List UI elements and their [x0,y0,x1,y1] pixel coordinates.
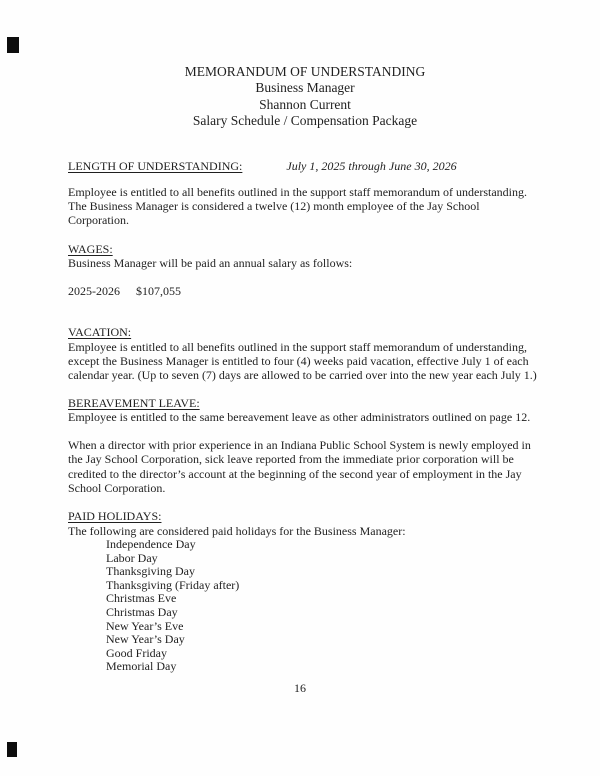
title-subject: Salary Schedule / Compensation Package [192,113,418,129]
list-item: New Year’s Day [106,632,185,647]
list-item: Memorial Day [106,659,177,674]
document-content [68,64,542,674]
list-item: Independence Day [106,536,196,551]
list-item: Christmas Eve [106,591,177,606]
list-item: Labor Day [106,550,158,565]
holidays-intro: The following are considered paid holidays for the Business Manager: [68,523,406,538]
wages-paragraph: Business Manager will be paid an annual salary as follows: [68,255,353,270]
scan-artifact-top [7,37,19,53]
document-title: MEMORANDUM OF UNDERSTANDING [184,64,426,79]
section-bereavement-leave [68,396,542,496]
title-role: Business Manager [255,80,355,96]
list-item: New Year’s Eve [106,618,184,633]
list-item: Thanksgiving (Friday after) [106,577,240,592]
bereavement-heading: BEREAVEMENT LEAVE: [68,395,200,410]
page-number: 16 [294,681,306,695]
salary-amount: $107,055 [136,284,181,299]
length-paragraph: Employee is entitled to all benefits outlined in the support staff memorandum of understanding. The Business Manager is considered a twelve (12) month employee of the Jay School Corporation. [68,184,528,228]
vacation-paragraph: Employee is entitled to all benefits outlined in the support staff memorandum of understanding, except the Business Manager is entitled to four (4) weeks paid vacation, effective July 1 of each calendar year. (Up to seven (7) days are allowed to be carried over into the new year each July 1.) [68,339,537,383]
term-dates: July 1, 2025 through June 30, 2026 [286,158,457,173]
wages-heading: WAGES: [68,241,113,256]
section-wages [68,242,542,299]
section-length-of-understanding [68,159,542,228]
title-person-name: Shannon Current [259,96,351,112]
bereavement-paragraph-2: When a director with prior experience in an Indiana Public School System is newly employed in the Jay School Corporation, sick leave reported from the immediate prior corporation will be credited to the director’s account at the beginning of the second year of employment in the Jay School Corporation. [68,438,531,496]
holiday-list [68,538,542,674]
list-item: Good Friday [106,645,167,660]
length-heading: LENGTH OF UNDERSTANDING: [68,158,243,173]
scan-artifact-bottom [7,742,17,757]
list-item: Thanksgiving Day [106,564,195,579]
vacation-heading: VACATION: [68,325,132,340]
holidays-heading: PAID HOLIDAYS: [68,509,162,524]
section-vacation [68,325,542,382]
bereavement-paragraph-1: Employee is entitled to the same bereavement leave as other administrators outlined on page 12. [68,409,531,424]
salary-row [68,284,542,298]
section-paid-holidays [68,509,542,674]
salary-year: 2025-2026 [68,284,120,299]
length-heading-row [68,159,542,174]
title-block [68,64,542,130]
list-item: Christmas Day [106,604,178,619]
